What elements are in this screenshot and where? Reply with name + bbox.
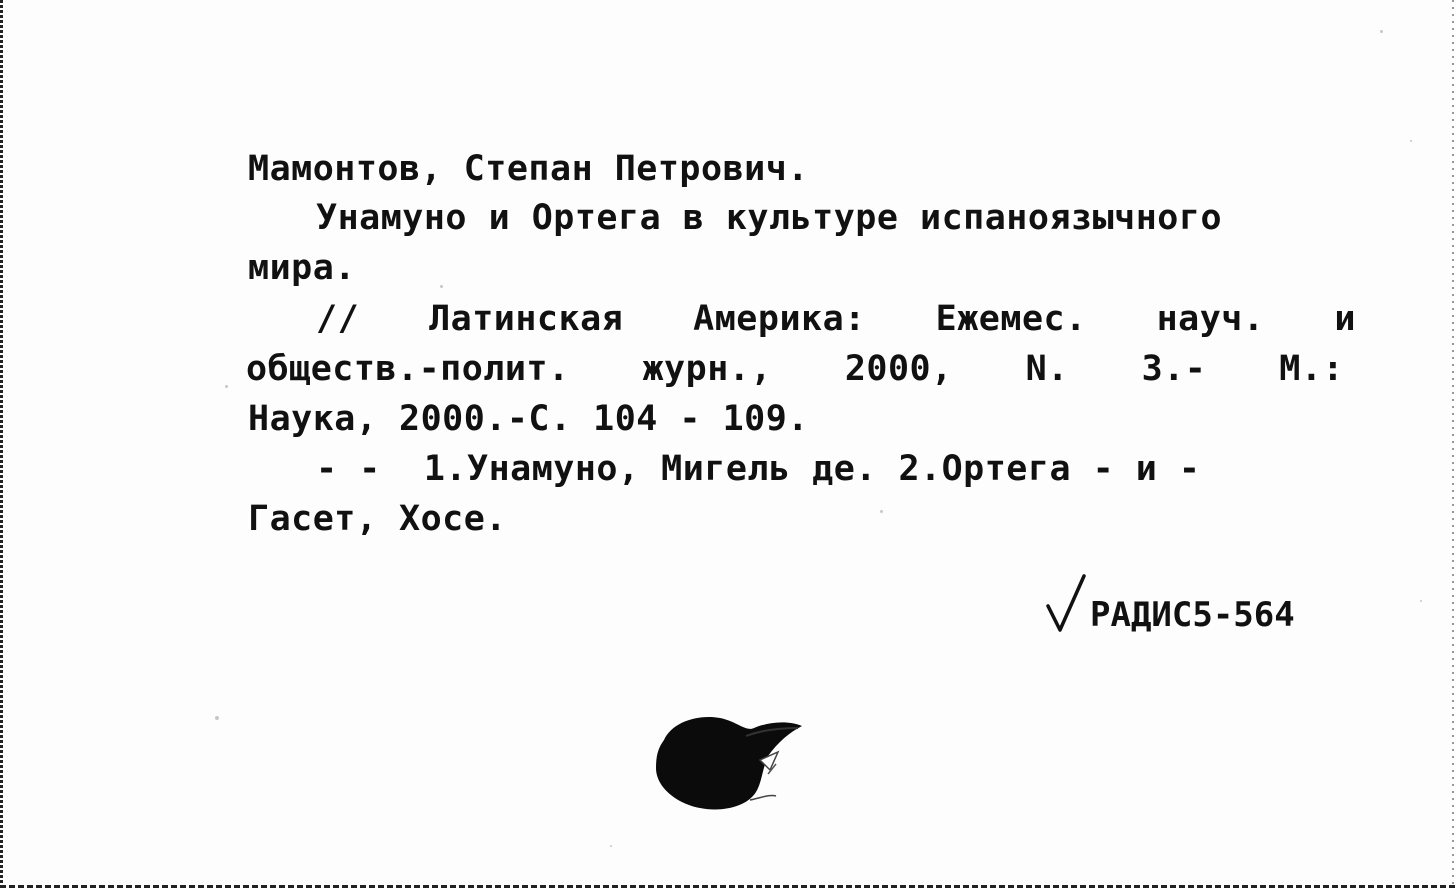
scan-speck <box>1420 600 1422 602</box>
card-right-edge <box>1452 0 1454 888</box>
source-word: 2000, <box>844 349 953 389</box>
scan-speck <box>1410 140 1412 142</box>
radis-stamp <box>1044 572 1295 636</box>
source-word: 3.- <box>1141 349 1207 389</box>
scan-speck <box>225 385 228 388</box>
scan-speck <box>610 845 612 847</box>
source-word: и <box>1334 299 1356 339</box>
author-line: Мамонтов, Степан Петрович. <box>248 149 809 189</box>
card-left-edge <box>0 0 3 888</box>
source-word: Ежемес. <box>935 299 1087 339</box>
source-line-3: Наука, 2000.-С. 104 - 109. <box>248 399 809 439</box>
source-line-1 <box>316 298 1356 340</box>
source-word: журн., <box>642 349 772 389</box>
source-word: Америка: <box>693 299 866 339</box>
subjects-line-1: - - 1.Унамуно, Мигель де. 2.Ортега - и - <box>316 449 1201 489</box>
title-line-2: мира. <box>248 248 356 288</box>
scan-speck <box>880 510 883 513</box>
scan-speck <box>215 716 219 720</box>
source-word: обществ.-полит. <box>246 349 570 389</box>
source-word: // <box>316 299 360 339</box>
source-word: Латинская <box>429 299 624 339</box>
scan-speck <box>440 285 443 288</box>
source-word: М.: <box>1279 349 1344 389</box>
source-word: науч. <box>1156 299 1265 339</box>
subjects-line-2: Гасет, Хосе. <box>248 499 507 539</box>
stamp-code: РАДИС5-564 <box>1090 595 1295 635</box>
title-line-1: Унамуно и Ортега в культуре испаноязычного <box>316 198 1223 238</box>
scan-speck <box>1380 30 1383 33</box>
source-word: N. <box>1025 349 1069 389</box>
source-line-2 <box>246 348 1344 390</box>
punch-hole-icon <box>650 712 820 821</box>
check-mark-icon <box>1044 572 1088 636</box>
